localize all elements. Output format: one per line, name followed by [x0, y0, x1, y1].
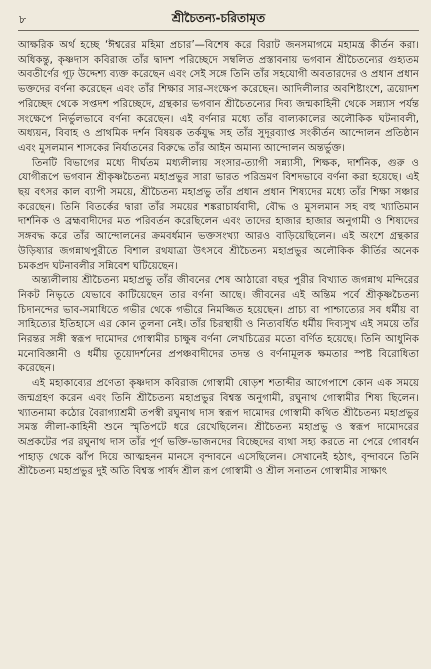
page-header	[18, 8, 419, 31]
paragraph: তিনটি বিভাগের মধ্যে দীর্ঘতম মধ্যলীলায় সংসার-ত্যাগী সন্ন্যাসী, শিক্ষক, দার্শনিক, গুরু ও যোগীরূপে ভগবান শ্রীকৃষ্ণচৈতন্য মহাপ্রভুর সারা ভারত পরিভ্রমণ বিশদভাবে বর্ণনা করা হয়েছে। এই ছয় বৎসর কাল ব্যাপী সময়ে, শ্রীচৈতন্য মহাপ্রভু তাঁর প্রধান প্রধান শিষ্যদের মধ্যে তাঁর শিক্ষা সঞ্চার করেছেন। তিনি বিতর্কের দ্বারা তাঁর সময়ের শঙ্করাচার্যবাদী, বৌদ্ধ ও মুসলমান সহ বহু খ্যাতিমান দার্শনিক ও ব্রহ্মবাদীদের মত পরিবর্তন করেছিলেন এবং তাদের হাজার হাজার অনুগামী ও শিষ্যদের সঙ্গবদ্ধ করে তাঁর আন্দোলনের ক্রমবর্ধমান ভক্তসংখ্যা আরও বাড়িয়েছিলেন। এই অংশে গ্রন্থকার উড়িষ্যার জগন্নাথপুরীতে বিশাল রথযাত্রা উৎসবে শ্রীচৈতন্য মহাপ্রভুর অলৌকিক কীর্তির অনেক চমকপ্রদ ঘটনাবলীর সন্নিবেশ ঘটিয়েছেন।	[18, 157, 419, 272]
running-title: শ্রীচৈতন্য-চরিতামৃত	[171, 11, 266, 25]
paragraph: আক্ষরিক অর্থ হচ্ছে ‘ঈশ্বরের মহিমা প্রচার’—বিশেষ করে বিরাট জনসমাগমে মহামন্ত্র কীর্তন করা। অধিকন্তু, কৃষ্ণদাস কবিরাজ তাঁর দ্বাদশ পরিচ্ছেদে সম্বলিত প্রস্তাবনায় ভগবান শ্রীচৈতন্যের গুহ্যতম অবতীর্ণের গূঢ় উদ্দেশ্য ব্যক্ত করেছেন এবং সেই সঙ্গে তিনি তাঁর সহযোগী অবতারদের ও প্রধান প্রধান ভক্তদের বর্ণনা করেছেন এবং তাঁর শিক্ষার সার-সংক্ষেপ করেছেন। আদিলীলার অবশিষ্টাংশে, ত্রয়োদশ পরিচ্ছেদ থেকে সপ্তদশ পরিচ্ছেদে, গ্রন্থকার ভগবান শ্রীচৈতন্যের দিব্য জন্মকাহিনী থেকে সন্ন্যাস পর্যন্ত সংক্ষেপে নির্ভুলভাবে বর্ণনা করেছেন। এই বর্ণনার মধ্যে তাঁর বাল্যকালের অলৌকিক ঘটনাবলী, অধ্যয়ন, বিবাহ ও প্রাথমিক দর্শন বিষয়ক তর্কযুদ্ধ সহ তাঁর সুদূরব্যাপ্ত সংকীর্তন আন্দোলন প্রতিষ্ঠান এবং মুসলমান শাসকের নির্যাতনের বিরুদ্ধে তাঁর আইন অমান্য আন্দোলন অন্তর্ভুক্ত।	[18, 40, 419, 154]
body-text	[18, 31, 419, 480]
paragraph: এই মহাকাব্যের প্রণেতা কৃষ্ণদাস কবিরাজ গোস্বামী ষোড়শ শতাব্দীর আগেপাশে কোন এক সময়ে জন্মগ্রহণ করেন এবং তিনি শ্রীচৈতন্য মহাপ্রভুর বিশ্বস্ত অনুগামী, রঘুনাথ গোস্বামীর শিষ্য ছিলেন। খ্যাতনামা কঠোর বৈরাগ্যাশ্রমী তপস্বী রঘুনাথ দাস স্বরূপ দামোদর গোস্বামী কথিত শ্রীচৈতন্য মহাপ্রভুর সমস্ত লীলা-কাহিনী শুনে স্মৃতিপটে ধরে রেখেছিলেন। শ্রীচৈতন্য মহাপ্রভু ও স্বরূপ দামোদরের অপ্রকটের পর রঘুনাথ দাস তাঁর পূর্ণ ভক্তি-ভাজনদের বিচ্ছেদের ব্যথা সহ্য করতে না পেরে গোবর্ধন পাহাড় থেকে ঝাঁপ দিয়ে আত্মহনন মানসে বৃন্দাবনে এসেছিলেন। সেখানেই হঠাৎ, বৃন্দাবনে তিনি শ্রীচৈতন্য মহাপ্রভুর দুই অতি বিশ্বস্ত পার্ষদ শ্রীল রূপ গোস্বামী ও শ্রীল সনাতন গোস্বামীর সাক্ষাৎ	[18, 378, 419, 478]
page-number: ৮	[19, 13, 27, 26]
paragraph: অন্ত্যলীলায় শ্রীচৈতন্য মহাপ্রভু তাঁর জীবনের শেষ আঠারো বছর পুরীর বিখ্যাত জগন্নাথ মন্দিরের নিকট নিভৃতে যেভাবে কাটিয়েছেন তার বর্ণনা আছে। জীবনের এই অন্তিম পর্বে শ্রীকৃষ্ণচৈতন্য চিদানন্দের ভাব-সমাধিতে গভীর থেকে গভীরে নিমজ্জিত হয়েছেন। প্রাচ্য বা পাশ্চাত্যের সব ধর্মীয় বা সাহিত্যের ইতিহাসে এর কোন তুলনা নেই। তাঁর চিরস্থায়ী ও নিত্যবর্ধিত ধর্মীয় দিব্যসুখ এই সময়ে তাঁর নিরন্তর সঙ্গী স্বরূপ দামোদর গোস্বামীর চাক্ষুষ বর্ণনা লেখচিত্রের মতো বর্ণিত হয়েছে। তিনি আধুনিক মনোবিজ্ঞানী ও ধর্মীয় তূয়োদর্শনের প্রপঞ্চবাদীদের তদন্ত ও বর্ণনামূলক ক্ষমতার স্পষ্ট বিরোধিতা করেছেন।	[18, 275, 419, 375]
